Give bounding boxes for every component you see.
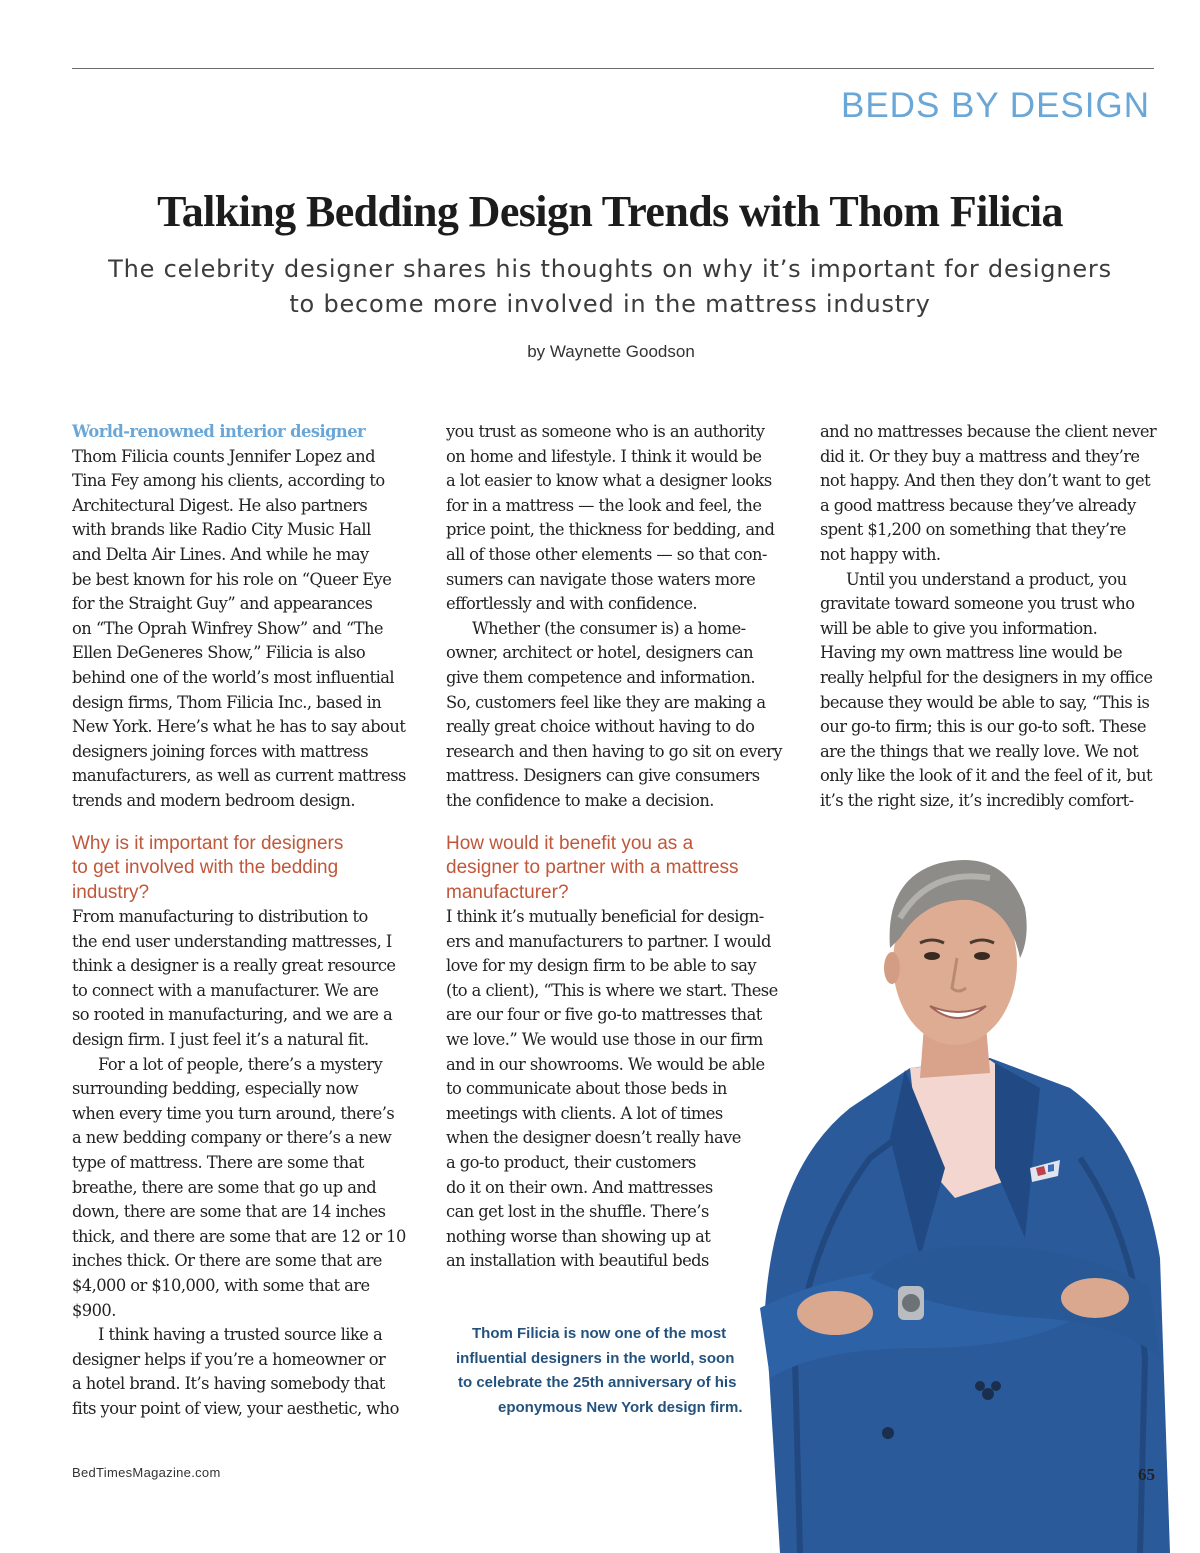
paragraph xyxy=(820,568,1156,814)
text-line: I think having a trusted source like a xyxy=(98,1325,383,1345)
text-line: and no mattresses because the client never xyxy=(820,422,1157,441)
portrait-photo xyxy=(740,838,1170,1553)
text-line: manufacturer? xyxy=(446,881,569,903)
text-line: effortlessly and with confidence. xyxy=(446,594,698,614)
text-line: Whether (the consumer is) a home- xyxy=(472,618,746,638)
text-line: Having my own mattress line would be xyxy=(820,643,1123,663)
text-line: and in our showrooms. We would be able xyxy=(446,1054,765,1074)
text-line: you trust as someone who is an authority xyxy=(446,422,765,441)
text-line: a lot easier to know what a designer looks xyxy=(446,471,772,491)
text-line: meetings with clients. A lot of times xyxy=(446,1103,723,1123)
text-line: for in a mattress — the look and feel, the xyxy=(446,495,762,515)
text-line: when every time you turn around, there’s xyxy=(72,1103,395,1123)
text-line: really great choice without having to do xyxy=(446,717,755,737)
deck-line: The celebrity designer shares his thoughts on why it’s important for designers xyxy=(108,255,1112,283)
text-line: to get involved with the bedding xyxy=(72,857,339,878)
text-line: So, customers feel like they are making a xyxy=(446,692,766,712)
paragraph xyxy=(446,905,784,1274)
text-line: will be able to give you information. xyxy=(820,618,1098,638)
text-line: trends and modern bedroom design. xyxy=(72,790,355,810)
text-line: gravitate toward someone you trust who xyxy=(820,594,1135,614)
text-line: our go-to firm; this is our go-to soft. These xyxy=(820,717,1146,737)
text-line: New York. Here’s what he has to say about xyxy=(72,717,406,737)
text-line: are our four or five go-to mattresses that xyxy=(446,1005,762,1025)
text-line: Tina Fey among his clients, according to xyxy=(72,471,385,491)
text-line: ers and manufacturers to partner. I would xyxy=(446,931,771,951)
text-line: fits your point of view, your aesthetic, who xyxy=(72,1398,399,1418)
text-line: manufacturers, as well as current mattress xyxy=(72,766,406,786)
text-line: a new bedding company or there’s a new xyxy=(72,1128,392,1148)
text-line: behind one of the world’s most influential xyxy=(72,667,395,687)
text-line: when the designer doesn’t really have xyxy=(446,1128,741,1148)
text-line: love for my design firm to be able to say xyxy=(446,956,757,976)
text-line: Architectural Digest. He also partners xyxy=(72,495,368,515)
text-line: did it. Or they buy a mattress and they’re xyxy=(820,446,1140,466)
text-line: For a lot of people, there’s a mystery xyxy=(98,1054,383,1074)
text-line: designers joining forces with mattress xyxy=(72,741,369,761)
paragraph xyxy=(446,617,784,814)
paragraph xyxy=(72,905,408,1053)
footer-website: BedTimesMagazine.com xyxy=(72,1465,221,1480)
text-line: do it on their own. And mattresses xyxy=(446,1177,713,1197)
text-line: How would it benefit you as a xyxy=(446,832,694,854)
intro-paragraph xyxy=(72,445,408,814)
text-line: From manufacturing to distribution to xyxy=(72,907,368,926)
text-line: be best known for his role on “Queer Eye xyxy=(72,569,392,589)
paragraph xyxy=(820,420,1156,568)
text-line: sumers can navigate those waters more xyxy=(446,569,756,589)
text-line: inches thick. Or there are some that are xyxy=(72,1251,382,1271)
text-line: only like the look of it and the feel of it, but xyxy=(820,766,1153,786)
text-line: all of those other elements — so that con- xyxy=(446,544,767,564)
article-title: Talking Bedding Design Trends with Thom Filicia xyxy=(157,187,1063,236)
text-line: type of mattress. There are some that xyxy=(72,1152,364,1172)
paragraph xyxy=(72,1053,408,1324)
text-line: nothing worse than showing up at xyxy=(446,1226,711,1246)
text-line: Why is it important for designers xyxy=(72,832,344,854)
page-number: 65 xyxy=(1138,1465,1155,1484)
text-line: are the things that we really love. We not xyxy=(820,741,1139,761)
top-rule xyxy=(72,68,1154,69)
text-line: (to a client), “This is where we start. These xyxy=(446,980,778,1000)
text-line: Ellen DeGeneres Show,” Filicia is also xyxy=(72,643,366,663)
text-line: owner, architect or hotel, designers can xyxy=(446,643,754,663)
text-line: research and then having to go sit on every xyxy=(446,741,782,761)
text-line: $900. xyxy=(72,1300,116,1320)
photo-caption xyxy=(440,1322,743,1420)
text-line: surrounding bedding, especially now xyxy=(72,1079,359,1099)
text-line: designer helps if you’re a homeowner or xyxy=(72,1349,386,1369)
text-line: to connect with a manufacturer. We are xyxy=(72,980,379,1000)
text-line: we love.” We would use those in our firm xyxy=(446,1029,763,1049)
text-line: Until you understand a product, you xyxy=(846,569,1127,589)
lead-in: World-renowned interior designer xyxy=(72,422,366,441)
text-line: mattress. Designers can give consumers xyxy=(446,766,760,786)
text-line: Thom Filicia counts Jennifer Lopez and xyxy=(72,446,375,466)
text-line: with brands like Radio City Music Hall xyxy=(72,520,371,540)
text-line: so rooted in manufacturing, and we are a xyxy=(72,1005,393,1025)
caption-line: to celebrate the 25th anniversary of his xyxy=(458,1374,737,1391)
text-line: to communicate about those beds in xyxy=(446,1079,727,1099)
text-line: it’s the right size, it’s incredibly comfort- xyxy=(820,790,1134,810)
text-line: I think it’s mutually beneficial for design- xyxy=(446,907,764,926)
text-line: a hotel brand. It’s having somebody that xyxy=(72,1374,385,1394)
text-line: on home and lifestyle. I think it would be xyxy=(446,446,762,466)
text-line: on “The Oprah Winfrey Show” and “The xyxy=(72,618,383,638)
text-line: really helpful for the designers in my office xyxy=(820,667,1153,687)
question-heading xyxy=(72,832,408,906)
text-line: price point, the thickness for bedding, and xyxy=(446,520,775,540)
text-line: can get lost in the shuffle. There’s xyxy=(446,1202,709,1222)
text-line: for the Straight Guy” and appearances xyxy=(72,594,373,614)
article-column-1 xyxy=(72,420,408,1421)
text-line: an installation with beautiful beds xyxy=(446,1251,709,1271)
deck-line: to become more involved in the mattress industry xyxy=(289,290,931,318)
question-heading xyxy=(446,832,784,906)
text-line: spent $1,200 on something that they’re xyxy=(820,520,1126,540)
text-line: not happy with. xyxy=(820,544,941,564)
article-column-2 xyxy=(446,420,784,1274)
caption-line: influential designers in the world, soon xyxy=(456,1349,735,1367)
text-line: the confidence to make a decision. xyxy=(446,790,714,810)
text-line: a good mattress because they’ve already xyxy=(820,495,1136,515)
caption-line: Thom Filicia is now one of the most xyxy=(472,1325,727,1342)
text-line: breathe, there are some that go up and xyxy=(72,1177,377,1197)
text-line: thick, and there are some that are 12 or 10 xyxy=(72,1226,406,1246)
text-line: design firm. I just feel it’s a natural fit. xyxy=(72,1029,369,1049)
text-line: industry? xyxy=(72,881,150,903)
caption-line: eponymous New York design firm. xyxy=(498,1398,743,1416)
text-line: the end user understanding mattresses, I xyxy=(72,931,392,951)
text-line: designer to partner with a mattress xyxy=(446,857,739,878)
text-line: give them competence and information. xyxy=(446,667,756,687)
text-line: a go-to product, their customers xyxy=(446,1152,696,1172)
byline: by Waynette Goodson xyxy=(527,342,695,361)
text-line: think a designer is a really great resource xyxy=(72,956,396,976)
article-column-3 xyxy=(820,420,1156,814)
text-line: because they would be able to say, “This is xyxy=(820,692,1150,712)
section-title: BEDS BY DESIGN xyxy=(840,86,1150,125)
paragraph xyxy=(72,1323,408,1421)
text-line: and Delta Air Lines. And while he may xyxy=(72,544,369,564)
text-line: not happy. And then they don’t want to get xyxy=(820,471,1151,491)
article-deck xyxy=(100,252,1120,322)
text-line: design firms, Thom Filicia Inc., based in xyxy=(72,692,382,712)
paragraph xyxy=(446,420,784,617)
text-line: down, there are some that are 14 inches xyxy=(72,1202,386,1222)
text-line: $4,000 or $10,000, with some that are xyxy=(72,1275,370,1295)
